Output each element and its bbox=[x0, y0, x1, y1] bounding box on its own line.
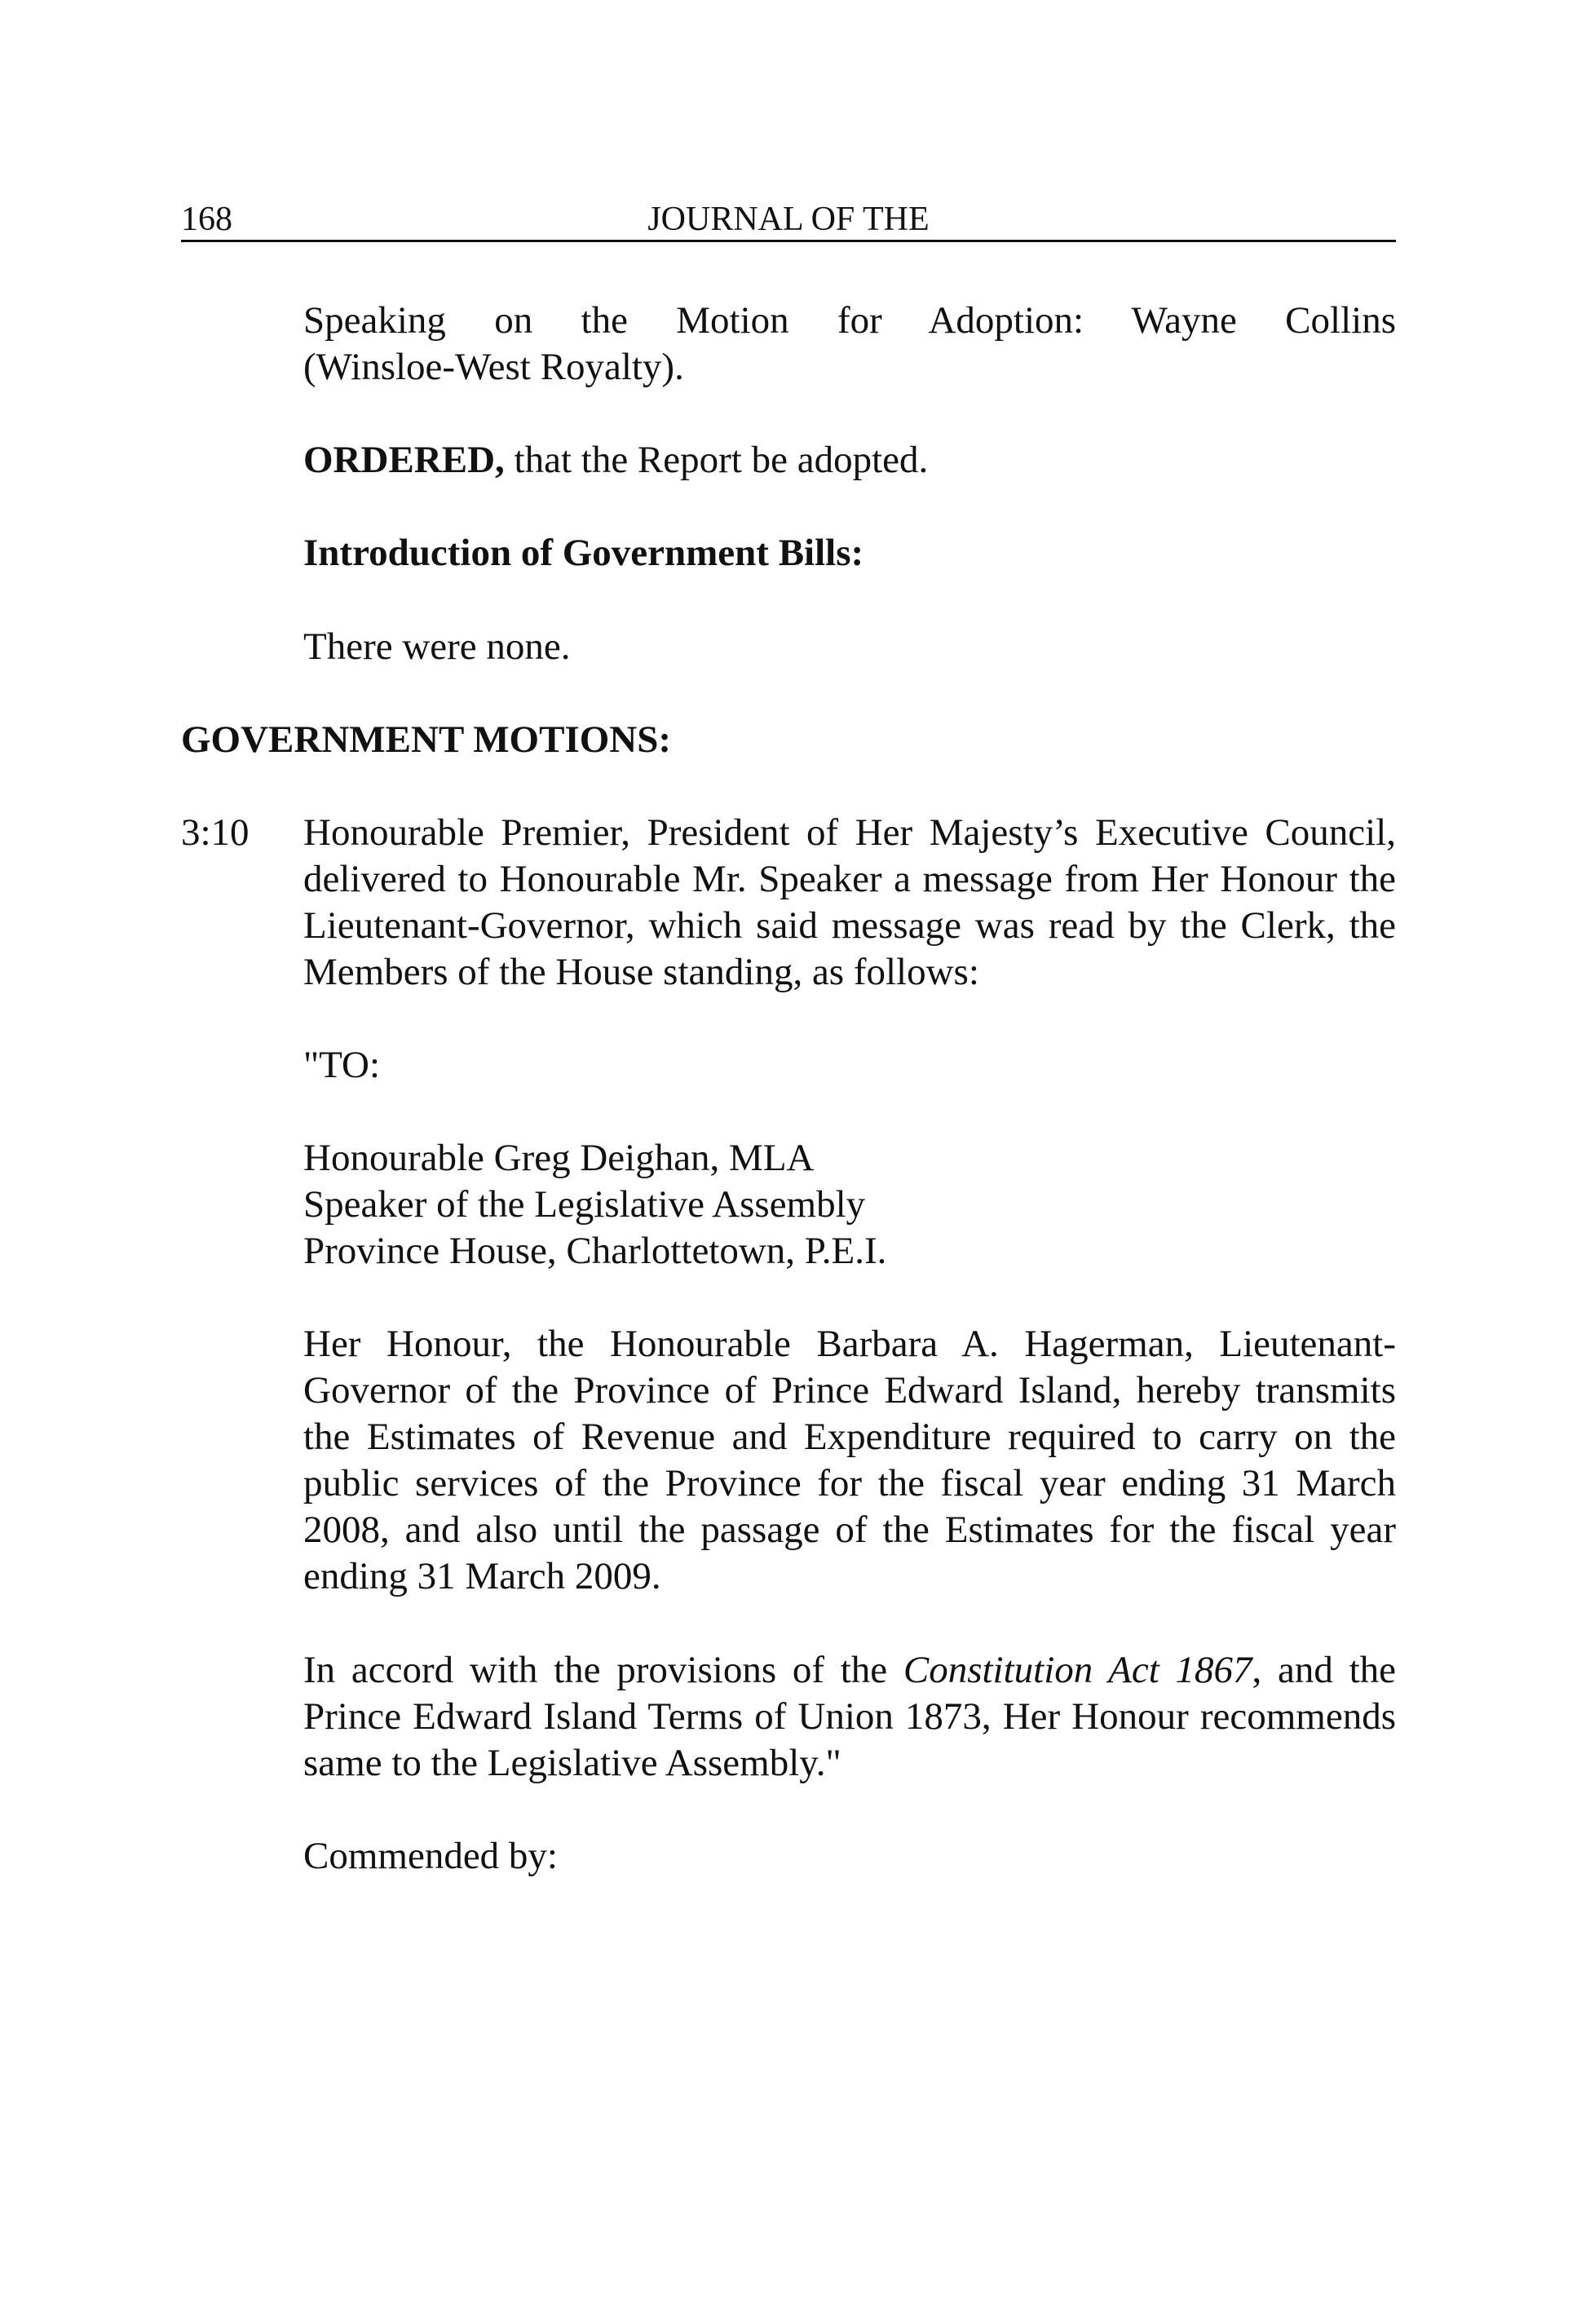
message-body-1: Her Honour, the Honourable Barbara A. Hagerman, Lieutenant-Governor of the Province of Prince Edward Island, hereby transmits the Estimates of Revenue and Expenditure required to carry on the public services of the Province for the fiscal year ending 31 March 2008, and also until the passage of the Estimates for the fiscal year ending 31 March 2009. bbox=[303, 1323, 1396, 1597]
commended-by: Commended by: bbox=[303, 1835, 558, 1877]
page-header bbox=[181, 199, 1396, 242]
ordered-paragraph bbox=[303, 437, 1396, 484]
address-line-3: Province House, Charlottetown, P.E.I. bbox=[303, 1230, 887, 1272]
message-address bbox=[303, 1135, 1396, 1275]
speaking-line-2: (Winsloe-West Royalty). bbox=[303, 346, 684, 388]
message-to: "TO: bbox=[303, 1044, 381, 1086]
message-body-2 bbox=[303, 1647, 1396, 1787]
intro-bills-text: There were none. bbox=[303, 625, 571, 668]
address-line-1: Honourable Greg Deighan, MLA bbox=[303, 1137, 815, 1179]
government-motion-text: Honourable Premier, President of Her Majesty’s Executive Council, delivered to Honourable Mr. Speaker a message from Her Honour the Lieutenant-Governor, which said message was read by the Clerk, the Members of the House standing, as follows: bbox=[303, 811, 1396, 993]
intro-bills-heading: Introduction of Government Bills: bbox=[303, 532, 864, 574]
government-motions-heading: GOVERNMENT MOTIONS: bbox=[181, 718, 672, 761]
constitution-act-title: Constitution Act 1867 bbox=[903, 1649, 1252, 1691]
address-line-2: Speaker of the Legislative Assembly bbox=[303, 1183, 866, 1226]
time-stamp: 3:10 bbox=[181, 811, 250, 854]
speaking-on-motion bbox=[303, 298, 1396, 391]
body2-post: , and the Prince Edward Island Terms of Union 1873, Her Honour recommends same to the Legislative Assembly." bbox=[303, 1649, 1397, 1784]
ordered-keyword: ORDERED, bbox=[303, 439, 505, 481]
speaking-line-1: Speaking on the Motion for Adoption: Wayne Collins bbox=[303, 299, 1396, 342]
page-number: 168 bbox=[181, 201, 232, 238]
running-head: JOURNAL OF THE bbox=[647, 201, 930, 238]
body2-pre: In accord with the provisions of the bbox=[303, 1649, 903, 1691]
ordered-text: that the Report be adopted. bbox=[504, 439, 929, 481]
